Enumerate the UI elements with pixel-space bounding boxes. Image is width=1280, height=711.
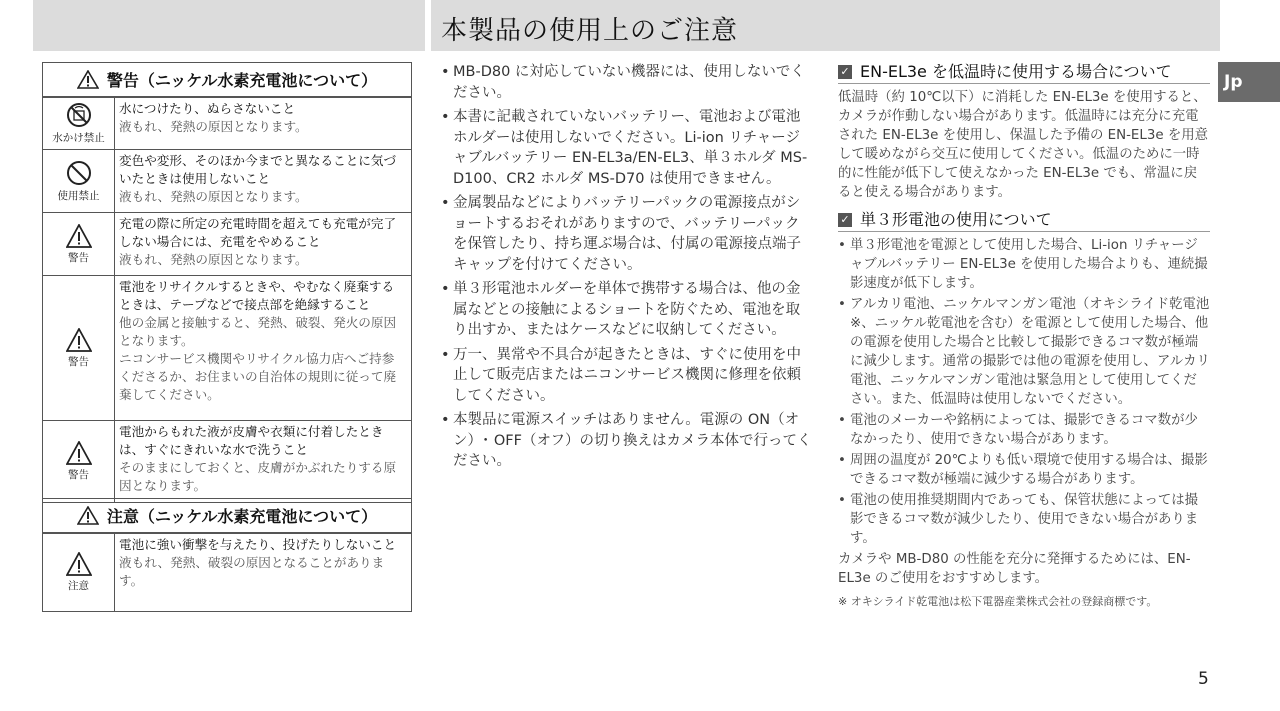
warning-row-icon-cell [43, 98, 115, 149]
warning-row-icon-cell [43, 421, 115, 502]
warning-table [42, 62, 412, 503]
page-number: 5 [1198, 669, 1209, 689]
header-bar-left [33, 0, 425, 51]
warning-row [43, 212, 411, 275]
list-item: • 単３形電池を電源として使用した場合、Li-ion リチャージャブルバッテリー EN-EL3e を使用した場合よりも、連続撮影速度が低下します。 [838, 236, 1210, 293]
warning-row [43, 420, 411, 502]
warning-table-title: 警告（ニッケル水素充電池について） [106, 71, 378, 90]
middle-column [441, 62, 813, 476]
caution-row-text [115, 534, 411, 611]
warning-row-text [115, 213, 411, 275]
no-water-icon [66, 102, 92, 128]
icon-label: 水かけ禁止 [52, 132, 105, 144]
list-item: • 周囲の温度が 20℃よりも低い環境で使用する場合は、撮影できるコマ数が極端に減少する場合があります。 [838, 451, 1210, 489]
warning-main-text: 電池からもれた液が皮膚や衣類に付着したときは、すぐにきれいな水で洗うこと [119, 424, 384, 457]
icon-label: 注意 [68, 580, 89, 592]
caution-main-text: 電池に強い衝撃を与えたり、投げたりしないこと [119, 537, 397, 552]
check-icon: ✓ [838, 65, 852, 79]
caution-table [42, 498, 412, 612]
footnote: ※ オキシライド乾電池は松下電器産業株式会社の登録商標です。 [838, 595, 1158, 608]
caution-table-title: 注意（ニッケル水素充電池について） [106, 507, 378, 526]
list-item: • 金属製品などによりバッテリーパックの電源接点がショートするおそれがありますので、バッテリーパックを保管したり、持ち運ぶ場合は、付属の電源接点端子キャップを付けてください。 [441, 193, 813, 275]
warning-sub-text: 液もれ、発熱の原因となります。 [119, 189, 308, 204]
section-heading-text: EN-EL3e を低温時に使用する場合について [860, 62, 1172, 81]
list-item: • 電池のメーカーや銘柄によっては、撮影できるコマ数が少なかったり、使用できない場合があります。 [838, 411, 1210, 449]
warning-triangle-icon [66, 441, 92, 465]
caution-table-header [43, 499, 411, 533]
warning-main-text: 電池をリサイクルするときや、やむなく廃棄するときは、テープなどで接点部を絶縁すること [119, 279, 395, 312]
list-item: • MB-D80 に対応していない機器には、使用しないでください。 [441, 62, 813, 103]
icon-label: 警告 [68, 355, 89, 368]
warning-row-text [115, 98, 314, 147]
caution-row [43, 533, 411, 611]
section-heading-text: 単３形電池の使用について [860, 210, 1052, 229]
list-item: • 万一、異常や不具合が起きたときは、すぐに使用を中止して販売店またはニコンサービス機関に修理を依頼してください。 [441, 345, 813, 407]
warning-row-text [115, 421, 411, 502]
list-item: • 単３形電池ホルダーを単体で携帯する場合は、他の金属などとの接触によるショートを防ぐため、電池を取り出すか、またはケースなどに収納してください。 [441, 279, 813, 341]
caution-row-icon-cell [43, 534, 115, 611]
section-heading [838, 210, 1210, 232]
list-item: • 本書に記載されていないバッテリー、電池および電池ホルダーは使用しないでください。Li-ion リチャージャブルバッテリー EN-EL3a/EN-EL3、単３ホルダ MS-D100、CR2 ホルダ MS-D70 は使用できません。 [441, 107, 813, 189]
warning-sub-text: そのままにしておくと、皮膚がかぶれたりする原因となります。 [119, 460, 397, 493]
warning-row-icon-cell [43, 213, 115, 275]
caution-sub-text: 液もれ、発熱、破裂の原因となることがあります。 [119, 555, 385, 588]
list-item: • 電池の使用推奨期間内であっても、保管状態によっては撮影できるコマ数が減少したり、使用できない場合があります。 [838, 491, 1210, 548]
warning-row-text [115, 150, 411, 212]
warning-row-icon-cell [43, 276, 115, 420]
warning-main-text: 変色や変形、そのほか今までと異なることに気づいたときは使用しないこと [119, 153, 397, 186]
section-body: 低温時（約 10℃以下）に消耗した EN-EL3e を使用すると、カメラが作動しない場合があります。低温時には充分に充電された EN-EL3e を使用し、保温した予備の EN-EL3e を用意して暖めながら交互に使用してください。低温のために一時的に性能が低下して使えなかった EN-EL3e でも、常温に戻ると使える場合があります。 [838, 90, 1209, 200]
icon-label: 警告 [68, 469, 89, 481]
right-column [838, 62, 1210, 611]
warning-sub-text: 液もれ、発熱の原因となります。 [119, 252, 308, 267]
closing-text: カメラや MB-D80 の性能を充分に発揮するためには、EN-EL3e のご使用をおすすめします。 [838, 552, 1191, 586]
check-icon: ✓ [838, 213, 852, 227]
warning-sub-text: 液もれ、発熱の原因となります。 [119, 119, 308, 134]
warning-triangle-icon [66, 328, 92, 352]
caution-triangle-icon [77, 506, 99, 525]
warning-triangle-icon [77, 70, 99, 89]
section-heading [838, 62, 1210, 84]
warning-triangle-icon [66, 224, 92, 248]
list-item: • アルカリ電池、ニッケルマンガン電池（オキシライド乾電池※、ニッケル乾電池を含む）を電源として使用した場合、他の電源を使用した場合と比較して撮影できるコマ数が極端に減少します。通常の撮影では他の電源を使用し、アルカリ電池、ニッケルマンガン電池は緊急用として使用してください。また、低温時は使用しないでください。 [838, 295, 1210, 409]
language-tab: Jp [1218, 62, 1280, 102]
caution-triangle-icon [66, 552, 92, 576]
warning-row-icon-cell [43, 150, 115, 212]
page-title: 本製品の使用上のご注意 [441, 16, 739, 46]
warning-row [43, 97, 411, 149]
warning-main-text: 充電の際に所定の充電時間を超えても充電が完了しない場合には、充電をやめること [119, 216, 397, 249]
icon-label: 警告 [68, 251, 89, 264]
warning-row [43, 275, 411, 420]
warning-sub-text: 他の金属と接触すると、発熱、破裂、発火の原因となります。 [119, 315, 397, 348]
warning-sub-text: ニコンサービス機関やリサイクル協力店へご持参くださるか、お住まいの自治体の規則に従って廃棄してください。 [119, 351, 397, 402]
warning-row [43, 149, 411, 212]
prohibited-icon [66, 160, 92, 186]
warning-main-text: 水につけたり、ぬらさないこと [119, 101, 296, 116]
icon-label: 使用禁止 [57, 189, 100, 202]
warning-table-header [43, 63, 411, 97]
warning-row-text [115, 276, 411, 420]
list-item: • 本製品に電源スイッチはありません。電源の ON（オン）･ OFF（オフ）の切り換えはカメラ本体で行ってください。 [441, 410, 813, 472]
